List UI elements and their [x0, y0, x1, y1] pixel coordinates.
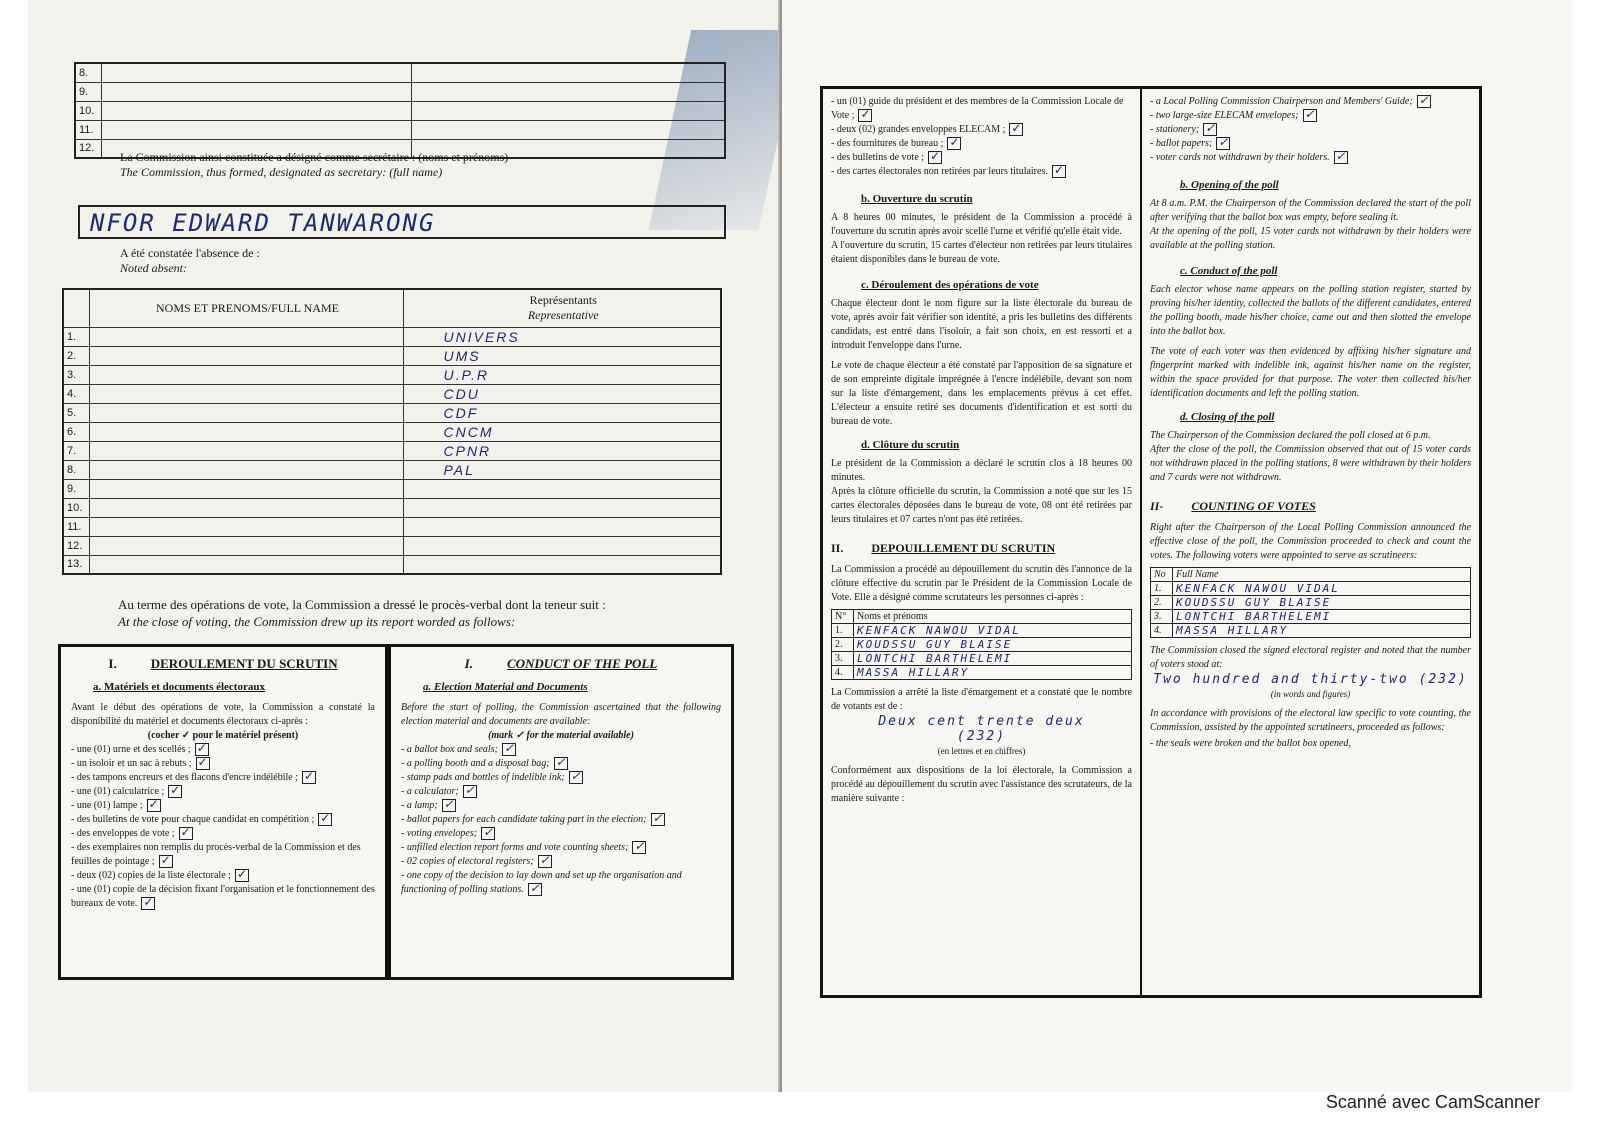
- report-intro-en: At the close of voting, the Commission drew up its report worded as follows:: [118, 614, 516, 629]
- material-item: [71, 757, 375, 771]
- section1-en-intro: Before the start of polling, the Commission ascertained that the following election material and documents are available:: [401, 702, 721, 727]
- material-item: [401, 757, 721, 771]
- right-en-d-text2: After the close of the poll, the Commission observed that out of 15 voter cards not withdrawn placed in the polling stations, 8 were withdrawn by their holders and 7 cards were not withdrawn.: [1150, 444, 1471, 483]
- checkbox-checked-icon: [1216, 137, 1230, 150]
- row-number: 8.: [75, 63, 101, 82]
- row-number: 11.: [63, 517, 89, 536]
- right-fr-conform-text: Conformément aux dispositions de la loi électorale, la Commission a procédé au dépouillement du scrutin avec l'assistance des scrutateurs, de la manière suivante :: [831, 765, 1132, 804]
- table-row: [63, 498, 721, 517]
- checkbox-checked-icon: [318, 813, 332, 826]
- right-en-items: [1150, 95, 1471, 165]
- checkbox-checked-icon: [1052, 165, 1066, 178]
- right-fr-col-name: Noms et prénoms: [854, 610, 1132, 624]
- material-item: [1150, 137, 1471, 151]
- material-item-text: - one copy of the decision to lay down and set up the organisation and functioning of polling stations.: [401, 870, 682, 895]
- right-en-s2-heading: [1150, 497, 1471, 515]
- table-row: [63, 422, 721, 441]
- material-item: [401, 841, 721, 855]
- scrutineer-name: LONTCHI BARTHELEMI: [854, 652, 1132, 666]
- absent-rep-cell: [403, 536, 721, 555]
- scrutineer-name: KOUDSSU GUY BLAISE: [1173, 596, 1471, 610]
- material-item-text: - voter cards not withdrawn by their holders.: [1150, 152, 1330, 163]
- absent-name-cell: [89, 384, 403, 403]
- scrutineer-row: [832, 638, 1132, 652]
- checkbox-checked-icon: [1303, 109, 1317, 122]
- material-item-text: - ballot papers;: [1150, 138, 1213, 149]
- absent-rep-cell: [403, 479, 721, 498]
- scrutineer-number: 3.: [832, 652, 854, 666]
- material-item: [71, 883, 375, 911]
- section1-fr-heading: [71, 655, 375, 673]
- table-row: [63, 346, 721, 365]
- section1-fr-sub-a: a. Matériels et documents électoraux: [93, 681, 265, 693]
- row-cell: [411, 82, 725, 101]
- material-item: [1150, 123, 1471, 137]
- material-item-text: - une (01) lampe ;: [71, 800, 143, 811]
- checkbox-checked-icon: [1203, 123, 1217, 136]
- right-fr-column: [820, 86, 1142, 998]
- right-fr-scrutineer-table: [831, 609, 1132, 680]
- secretary-label-fr: La Commission ainsi constituée a désigné comme secrétaire : (noms et prénoms): [120, 150, 509, 164]
- material-item-text: - des bulletins de vote ;: [831, 152, 925, 163]
- secretary-name-box: [78, 205, 726, 239]
- checkbox-checked-icon: [235, 869, 249, 882]
- absent-rep-cell: CDU: [403, 384, 721, 403]
- material-item: [71, 813, 375, 827]
- row-cell: [101, 101, 411, 120]
- scrutineer-number: 3.: [1151, 610, 1173, 624]
- scrutineer-name: KENFACK NAWOU VIDAL: [854, 624, 1132, 638]
- checkbox-checked-icon: [147, 799, 161, 812]
- absent-name-cell: [89, 555, 403, 574]
- right-en-list-text: The Commission closed the signed electoral register and noted that the number of voters stood at:: [1150, 645, 1471, 670]
- right-fr-s2-text: La Commission a procédé au dépouillement du scrutin dès l'annonce de la clôture effective du scrutin par le Président de la Commission Locale de Vote. Elle a désigné comme scrutateurs les personnes ci-après :: [831, 564, 1132, 603]
- absent-col-num: [63, 289, 89, 327]
- absent-col-rep-en: Representative: [527, 308, 599, 323]
- absent-rep-cell: PAL: [403, 460, 721, 479]
- absent-name-cell: [89, 403, 403, 422]
- scrutineer-name: MASSA HILLARY: [854, 666, 1132, 680]
- scrutineer-name: LONTCHI BARTHELEMI: [1173, 610, 1471, 624]
- table-row: [63, 555, 721, 574]
- checkbox-checked-icon: [502, 743, 516, 756]
- material-item-text: - a polling booth and a disposal bag;: [401, 758, 550, 769]
- scrutineer-number: 1.: [1151, 582, 1173, 596]
- absent-rep-cell: [403, 498, 721, 517]
- right-frame: [820, 86, 1482, 998]
- right-fr-sub-c: c. Déroulement des opérations de vote: [861, 279, 1039, 291]
- material-item: [401, 855, 721, 869]
- row-number: 7.: [63, 441, 89, 460]
- scrutineer-row: [1151, 624, 1471, 638]
- secretary-label: [120, 150, 508, 180]
- table-row: [63, 441, 721, 460]
- right-fr-b-text1: A 8 heures 00 minutes, le président de la Commission a procédé à l'ouverture du scrutin après avoir scellé l'urne et vérifié qu'elle était vide.: [831, 212, 1132, 237]
- material-item: [1150, 109, 1471, 123]
- row-number: 10.: [63, 498, 89, 517]
- row-number: 1.: [63, 327, 89, 346]
- material-item: [71, 771, 375, 785]
- scrutineer-name: MASSA HILLARY: [1173, 624, 1471, 638]
- scrutineer-row: [1151, 596, 1471, 610]
- row-number: 8.: [63, 460, 89, 479]
- table-row: [63, 460, 721, 479]
- material-item-text: - des enveloppes de vote ;: [71, 828, 175, 839]
- row-number: 2.: [63, 346, 89, 365]
- row-number: 9.: [75, 82, 101, 101]
- right-fr-col-no: N°: [832, 610, 854, 624]
- material-item-text: - deux (02) grandes enveloppes ELECAM ;: [831, 124, 1006, 135]
- right-fr-d-text1: Le président de la Commission a déclaré le scrutin clos à 18 heures 00 minutes.: [831, 458, 1132, 483]
- row-number: 6.: [63, 422, 89, 441]
- material-item-text: - ballot papers for each candidate taking part in the election;: [401, 814, 647, 825]
- scrutineer-number: 2.: [832, 638, 854, 652]
- absent-rep-cell: U.P.R: [403, 365, 721, 384]
- checkbox-checked-icon: [442, 799, 456, 812]
- section1-fr-panel: [58, 644, 388, 980]
- right-fr-items: [831, 95, 1132, 179]
- checkbox-checked-icon: [1334, 151, 1348, 164]
- absent-name-cell: [89, 479, 403, 498]
- scrutineer-number: 4.: [832, 666, 854, 680]
- table-row: [63, 536, 721, 555]
- row-number: 4.: [63, 384, 89, 403]
- material-item: [401, 799, 721, 813]
- table-row: [75, 82, 725, 101]
- material-item: [831, 123, 1132, 137]
- absent-label-fr: A été constatée l'absence de :: [120, 246, 260, 260]
- checkbox-checked-icon: [481, 827, 495, 840]
- right-fr-c-text1: Chaque électeur dont le nom figure sur la liste électorale du bureau de vote, après avoir fait vérifier son identité, a pris les bulletins des différents candidats, est entré dans l'isoloir, a fait son choix, en est ressorti et a introduit l'enveloppe dans l'urne.: [831, 298, 1132, 351]
- report-intro-fr: Au terme des opérations de vote, la Commission a dressé le procès-verbal dont la teneur suit :: [118, 597, 606, 612]
- checkbox-checked-icon: [928, 151, 942, 164]
- material-item-text: - 02 copies of electoral registers;: [401, 856, 534, 867]
- row-number: 10.: [75, 101, 101, 120]
- absent-label: [120, 246, 260, 276]
- right-fr-in-words: (en lettres et en chiffres): [937, 746, 1026, 756]
- absent-rep-cell: CPNR: [403, 441, 721, 460]
- right-en-c-text2: The vote of each voter was then evidenced by affixing his/her signature and fingerprint marked with indelible ink, against his/her name on the register, within the space provided for that purpose. The voter then collected his/her identification documents and left the polling station.: [1150, 346, 1471, 399]
- section1-en-title: CONDUCT OF THE POLL: [506, 656, 658, 671]
- checkbox-checked-icon: [463, 785, 477, 798]
- secretary-name: NFOR EDWARD TANWARONG: [90, 209, 436, 237]
- absent-name-cell: [89, 498, 403, 517]
- checkbox-checked-icon: [179, 827, 193, 840]
- checkbox-checked-icon: [1009, 123, 1023, 136]
- material-item: [71, 841, 375, 869]
- row-cell: [411, 101, 725, 120]
- right-fr-s2-title: DEPOUILLEMENT DU SCRUTIN: [871, 541, 1056, 555]
- material-item: [831, 165, 1132, 179]
- material-item-text: - two large-size ELECAM envelopes;: [1150, 110, 1299, 121]
- absent-rep-cell: CDF: [403, 403, 721, 422]
- absent-col-rep: [403, 289, 721, 327]
- section1-en-heading: [401, 655, 721, 673]
- section1-en-instruction: (mark ✓ for the material available): [488, 730, 634, 741]
- right-en-b-text2: At the opening of the poll, 15 voter cards not withdrawn by their holders were available at the polling station.: [1150, 226, 1471, 251]
- right-fr-voters-words: Deux cent trente deux: [878, 714, 1085, 729]
- absent-name-cell: [89, 327, 403, 346]
- scrutineer-name: KENFACK NAWOU VIDAL: [1173, 582, 1471, 596]
- right-fr-sub-b: b. Ouverture du scrutin: [861, 193, 973, 205]
- material-item: [401, 771, 721, 785]
- checkbox-checked-icon: [159, 855, 173, 868]
- absent-col-rep-fr: Représentants: [529, 293, 597, 308]
- checkbox-checked-icon: [141, 897, 155, 910]
- material-item: [71, 743, 375, 757]
- material-item: [831, 95, 1132, 123]
- checkbox-checked-icon: [651, 813, 665, 826]
- scrutineer-number: 2.: [1151, 596, 1173, 610]
- material-item: [831, 151, 1132, 165]
- right-en-last-item: - the seals were broken and the ballot box opened,: [1150, 738, 1351, 749]
- section1-fr-num: I.: [108, 656, 117, 671]
- section1-en-panel: [388, 644, 734, 980]
- material-item-text: - a Local Polling Commission Chairperson and Members' Guide;: [1150, 96, 1413, 107]
- absent-rep-cell: UMS: [403, 346, 721, 365]
- secretary-label-en: The Commission, thus formed, designated as secretary: (full name): [120, 165, 443, 179]
- right-fr-voters-figure: (232): [956, 729, 1007, 744]
- right-fr-d-text2: Après la clôture officielle du scrutin, la Commission a noté que sur les 15 cartes électorales déposées dans le bureau de vote, 08 ont été retirées par leurs titulaires et 07 cartes n'ont pas été retirées.: [831, 486, 1132, 525]
- absent-name-cell: [89, 517, 403, 536]
- table-row: [75, 101, 725, 120]
- absent-name-cell: [89, 346, 403, 365]
- absent-name-cell: [89, 365, 403, 384]
- checkbox-checked-icon: [302, 771, 316, 784]
- material-item-text: - deux (02) copies de la liste électorale ;: [71, 870, 231, 881]
- absent-name-cell: [89, 460, 403, 479]
- scrutineer-name: KOUDSSU GUY BLAISE: [854, 638, 1132, 652]
- right-en-s2-num: II-: [1150, 499, 1164, 513]
- table-row: [63, 327, 721, 346]
- absent-label-en: Noted absent:: [120, 261, 187, 275]
- section1-en-num: I.: [464, 656, 473, 671]
- top-rows-table: [74, 62, 726, 159]
- right-fr-c-text2: Le vote de chaque électeur a été constaté par l'apposition de sa signature et de son empreinte digitale imprégnée à l'encre indélébile, devant son nom sur la liste d'émargement, dans les emplacements prévus à cet effet. L'électeur a ensuite retiré ses documents d'identification et est sorti du bureau de vote.: [831, 360, 1132, 427]
- scrutineer-row: [1151, 582, 1471, 596]
- material-item-text: - une (01) copie de la décision fixant l'organisation et le fonctionnement des bureaux de vote.: [71, 884, 375, 909]
- checkbox-checked-icon: [858, 109, 872, 122]
- right-en-d-text1: The Chairperson of the Commission declared the poll closed at 6 p.m.: [1150, 430, 1431, 441]
- material-item-text: - des tampons encreurs et des flacons d'encre indélébile ;: [71, 772, 298, 783]
- section1-fr-intro: Avant le début des opérations de vote, la Commission a constaté la disponibilité du matériel et documents électoraux ci-après :: [71, 702, 375, 727]
- absent-col-name: NOMS ET PRENOMS/FULL NAME: [89, 289, 403, 327]
- row-number: 5.: [63, 403, 89, 422]
- row-number: 12.: [75, 139, 101, 158]
- material-item: [71, 869, 375, 883]
- material-item: [401, 869, 721, 897]
- right-fr-s2-num: II.: [831, 541, 844, 555]
- absent-table: [62, 288, 722, 575]
- section1-fr-title: DEROULEMENT DU SCRUTIN: [150, 656, 338, 671]
- material-item-text: - des bulletins de vote pour chaque candidat en compétition ;: [71, 814, 315, 825]
- material-item: [401, 827, 721, 841]
- absent-rep-cell: [403, 555, 721, 574]
- section1-fr-instruction: (cocher ✓ pour le matériel présent): [147, 730, 299, 741]
- checkbox-checked-icon: [196, 757, 210, 770]
- checkbox-checked-icon: [168, 785, 182, 798]
- absent-name-cell: [89, 422, 403, 441]
- row-number: 9.: [63, 479, 89, 498]
- scrutineer-row: [832, 666, 1132, 680]
- absent-name-cell: [89, 536, 403, 555]
- right-en-column: [1142, 86, 1482, 998]
- camscanner-watermark: Scanné avec CamScanner: [1325, 1092, 1540, 1112]
- right-fr-s2-heading: [831, 539, 1132, 557]
- row-cell: [101, 82, 411, 101]
- material-item-text: - stamp pads and bottles of indelible ink;: [401, 772, 565, 783]
- right-en-col-name: Full Name: [1173, 568, 1471, 582]
- material-item-text: - une (01) calculatrice ;: [71, 786, 165, 797]
- right-en-c-text1: Each elector whose name appears on the polling station register, started by proving his/her identity, collected the ballots of the different candidates, entered the polling booth, made his/her choice, came out and then slotted the envelope into the ballot box.: [1150, 284, 1471, 337]
- checkbox-checked-icon: [538, 855, 552, 868]
- scrutineer-number: 1.: [832, 624, 854, 638]
- material-item-text: - unfilled election report forms and vote counting sheets;: [401, 842, 629, 853]
- right-en-conform-text: In accordance with provisions of the electoral law specific to vote counting, the Commission, assisted by the appointed scrutineers, proceeded as follows:: [1150, 708, 1471, 733]
- checkbox-checked-icon: [554, 757, 568, 770]
- scrutineer-row: [832, 624, 1132, 638]
- right-en-voters-words: Two hundred and thirty-two (232): [1153, 672, 1468, 687]
- material-item: [1150, 151, 1471, 165]
- table-row: [63, 479, 721, 498]
- row-cell: [411, 120, 725, 139]
- row-number: 3.: [63, 365, 89, 384]
- checkbox-checked-icon: [1417, 95, 1431, 108]
- right-en-s2-title: COUNTING OF VOTES: [1191, 499, 1316, 513]
- table-row: [75, 120, 725, 139]
- section1-en-items: [401, 743, 721, 897]
- table-row: [63, 403, 721, 422]
- row-number: 11.: [75, 120, 101, 139]
- table-row: [75, 63, 725, 82]
- right-fr-list-text: La Commission a arrêté la liste d'émargement et a constaté que le nombre de votants est de :: [831, 687, 1132, 712]
- material-item-text: - stationery;: [1150, 124, 1200, 135]
- row-number: 13.: [63, 555, 89, 574]
- material-item-text: - un (01) guide du président et des membres de la Commission Locale de Vote ;: [831, 96, 1124, 121]
- section1-en-sub-a: a. Election Material and Documents: [423, 681, 588, 693]
- right-en-scrutineer-table: [1150, 567, 1471, 638]
- right-en-sub-b: b. Opening of the poll: [1180, 179, 1279, 191]
- material-item-text: - voting envelopes;: [401, 828, 478, 839]
- table-row: [63, 365, 721, 384]
- material-item: [71, 827, 375, 841]
- material-item-text: - un isoloir et un sac à rebuts ;: [71, 758, 192, 769]
- material-item-text: - des cartes électorales non retirées par leurs titulaires.: [831, 166, 1048, 177]
- material-item-text: - a calculator;: [401, 786, 459, 797]
- material-item: [71, 785, 375, 799]
- absent-rep-cell: CNCM: [403, 422, 721, 441]
- material-item-text: - a ballot box and seals;: [401, 744, 498, 755]
- right-fr-sub-d: d. Clôture du scrutin: [861, 439, 960, 451]
- scrutineer-row: [1151, 610, 1471, 624]
- table-row: [63, 384, 721, 403]
- right-en-in-words: (in words and figures): [1270, 689, 1351, 699]
- right-en-s2-text: Right after the Chairperson of the Local Polling Commission announced the effective close of the poll, the Commission proceeded to check and count the votes. The following voters were appointed to serve as scrutineers:: [1150, 522, 1471, 561]
- row-cell: [411, 63, 725, 82]
- report-intro: [118, 596, 606, 630]
- right-en-col-no: No: [1151, 568, 1173, 582]
- absent-rep-cell: [403, 517, 721, 536]
- table-row: [63, 517, 721, 536]
- absent-name-cell: [89, 441, 403, 460]
- material-item-text: - une (01) urne et des scellés ;: [71, 744, 191, 755]
- checkbox-checked-icon: [528, 883, 542, 896]
- row-cell: [101, 63, 411, 82]
- row-cell: [101, 120, 411, 139]
- checkbox-checked-icon: [632, 841, 646, 854]
- right-fr-b-text2: A l'ouverture du scrutin, 15 cartes d'électeur non retirées par leurs titulaires étaient disponibles dans le bureau de vote.: [831, 240, 1132, 265]
- right-en-b-text1: At 8 a.m. P.M. the Chairperson of the Commission declared the start of the poll after verifying that the ballot box was empty, before sealing it.: [1150, 198, 1471, 223]
- right-en-sub-c: c. Conduct of the poll: [1180, 265, 1278, 277]
- checkbox-checked-icon: [947, 137, 961, 150]
- absent-rep-cell: UNIVERS: [403, 327, 721, 346]
- material-item-text: - des fournitures de bureau ;: [831, 138, 944, 149]
- scrutineer-number: 4.: [1151, 624, 1173, 638]
- row-number: 12.: [63, 536, 89, 555]
- checkbox-checked-icon: [569, 771, 583, 784]
- material-item-text: - a lamp;: [401, 800, 438, 811]
- scrutineer-row: [832, 652, 1132, 666]
- right-en-sub-d: d. Closing of the poll: [1180, 411, 1275, 423]
- material-item: [401, 813, 721, 827]
- material-item-text: - des exemplaires non remplis du procès-verbal de la Commission et des feuilles de pointage ;: [71, 842, 361, 867]
- section1-fr-items: [71, 743, 375, 911]
- material-item: [831, 137, 1132, 151]
